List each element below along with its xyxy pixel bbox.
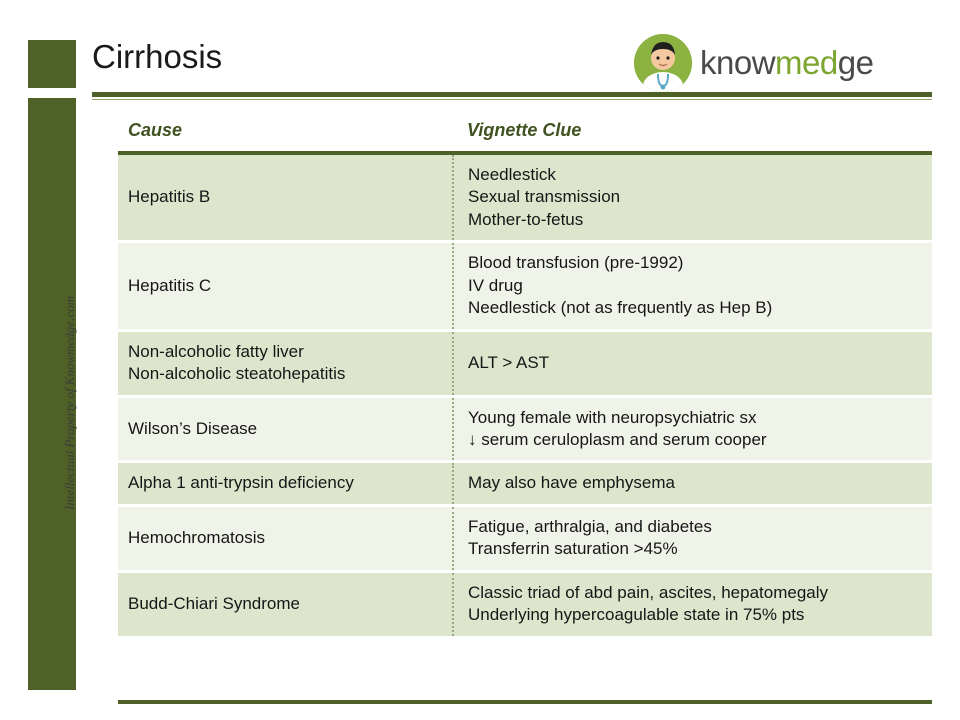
cell-cause <box>118 242 453 330</box>
doctor-avatar-icon <box>634 34 692 92</box>
cirrhosis-causes-table-container <box>118 112 932 639</box>
cause-line: Wilson’s Disease <box>128 418 258 438</box>
cell-cause <box>118 330 453 396</box>
cell-cause <box>118 396 453 462</box>
cell-vignette-clue <box>453 242 932 330</box>
logo-word-know: know <box>700 44 776 81</box>
cell-vignette-clue <box>453 396 932 462</box>
clue-line: Blood transfusion (pre-1992) <box>468 253 684 273</box>
cell-vignette-clue <box>453 571 932 637</box>
clue-line: IV drug <box>468 275 523 295</box>
column-header-vignette-clue: Vignette Clue <box>453 112 932 153</box>
cell-vignette-clue <box>453 505 932 571</box>
table-header-row <box>118 112 932 153</box>
table-bottom-divider <box>118 700 932 704</box>
column-header-cause: Cause <box>118 112 453 153</box>
cell-cause <box>118 153 453 242</box>
clue-line: Needlestick <box>468 165 556 184</box>
clue-line: Sexual transmission <box>468 187 621 207</box>
copyright-sidebar-text: Intellectual Property of Knowmedge.com <box>62 296 77 510</box>
logo-word-ge: ge <box>837 44 874 81</box>
cause-line: Hepatitis C <box>128 275 212 295</box>
cell-cause <box>118 462 453 505</box>
clue-line: May also have emphysema <box>468 473 675 493</box>
cause-line: Non-alcoholic fatty liver <box>128 341 304 361</box>
title-divider-thin <box>92 99 932 100</box>
table-row <box>118 396 932 462</box>
cell-vignette-clue <box>453 330 932 396</box>
table-row <box>118 462 932 505</box>
clue-line: ↓ serum ceruloplasm and serum cooper <box>468 429 767 449</box>
table-row <box>118 153 932 242</box>
clue-line: Classic triad of abd pain, ascites, hepatomegaly <box>468 582 829 602</box>
clue-line: Mother-to-fetus <box>468 209 584 229</box>
clue-line: ALT > AST <box>468 352 550 372</box>
page-title: Cirrhosis <box>92 38 223 75</box>
table-row <box>118 330 932 396</box>
clue-line: Needlestick (not as frequently as Hep B) <box>468 298 773 318</box>
table-row <box>118 505 932 571</box>
cirrhosis-causes-table <box>118 112 932 639</box>
cell-vignette-clue <box>453 462 932 505</box>
cell-cause <box>118 505 453 571</box>
clue-line: Young female with neuropsychiatric sx <box>468 407 757 427</box>
cause-line: Non-alcoholic steatohepatitis <box>128 364 346 384</box>
logo-wordmark <box>700 44 873 82</box>
left-accent-bar-notch <box>28 88 76 98</box>
cause-line: Alpha 1 anti-trypsin deficiency <box>128 473 354 493</box>
clue-line: Fatigue, arthralgia, and diabetes <box>468 516 712 536</box>
clue-line: Underlying hypercoagulable state in 75% pts <box>468 605 805 625</box>
cause-line: Hemochromatosis <box>128 528 265 548</box>
cell-vignette-clue <box>453 153 932 242</box>
cause-line: Budd-Chiari Syndrome <box>128 593 300 613</box>
cause-line: Hepatitis B <box>128 187 211 207</box>
table-row <box>118 571 932 637</box>
logo-word-med: med <box>775 44 838 81</box>
clue-line: Transferrin saturation >45% <box>468 539 678 559</box>
cell-cause <box>118 571 453 637</box>
knowmedge-logo <box>634 32 924 94</box>
table-row <box>118 242 932 330</box>
